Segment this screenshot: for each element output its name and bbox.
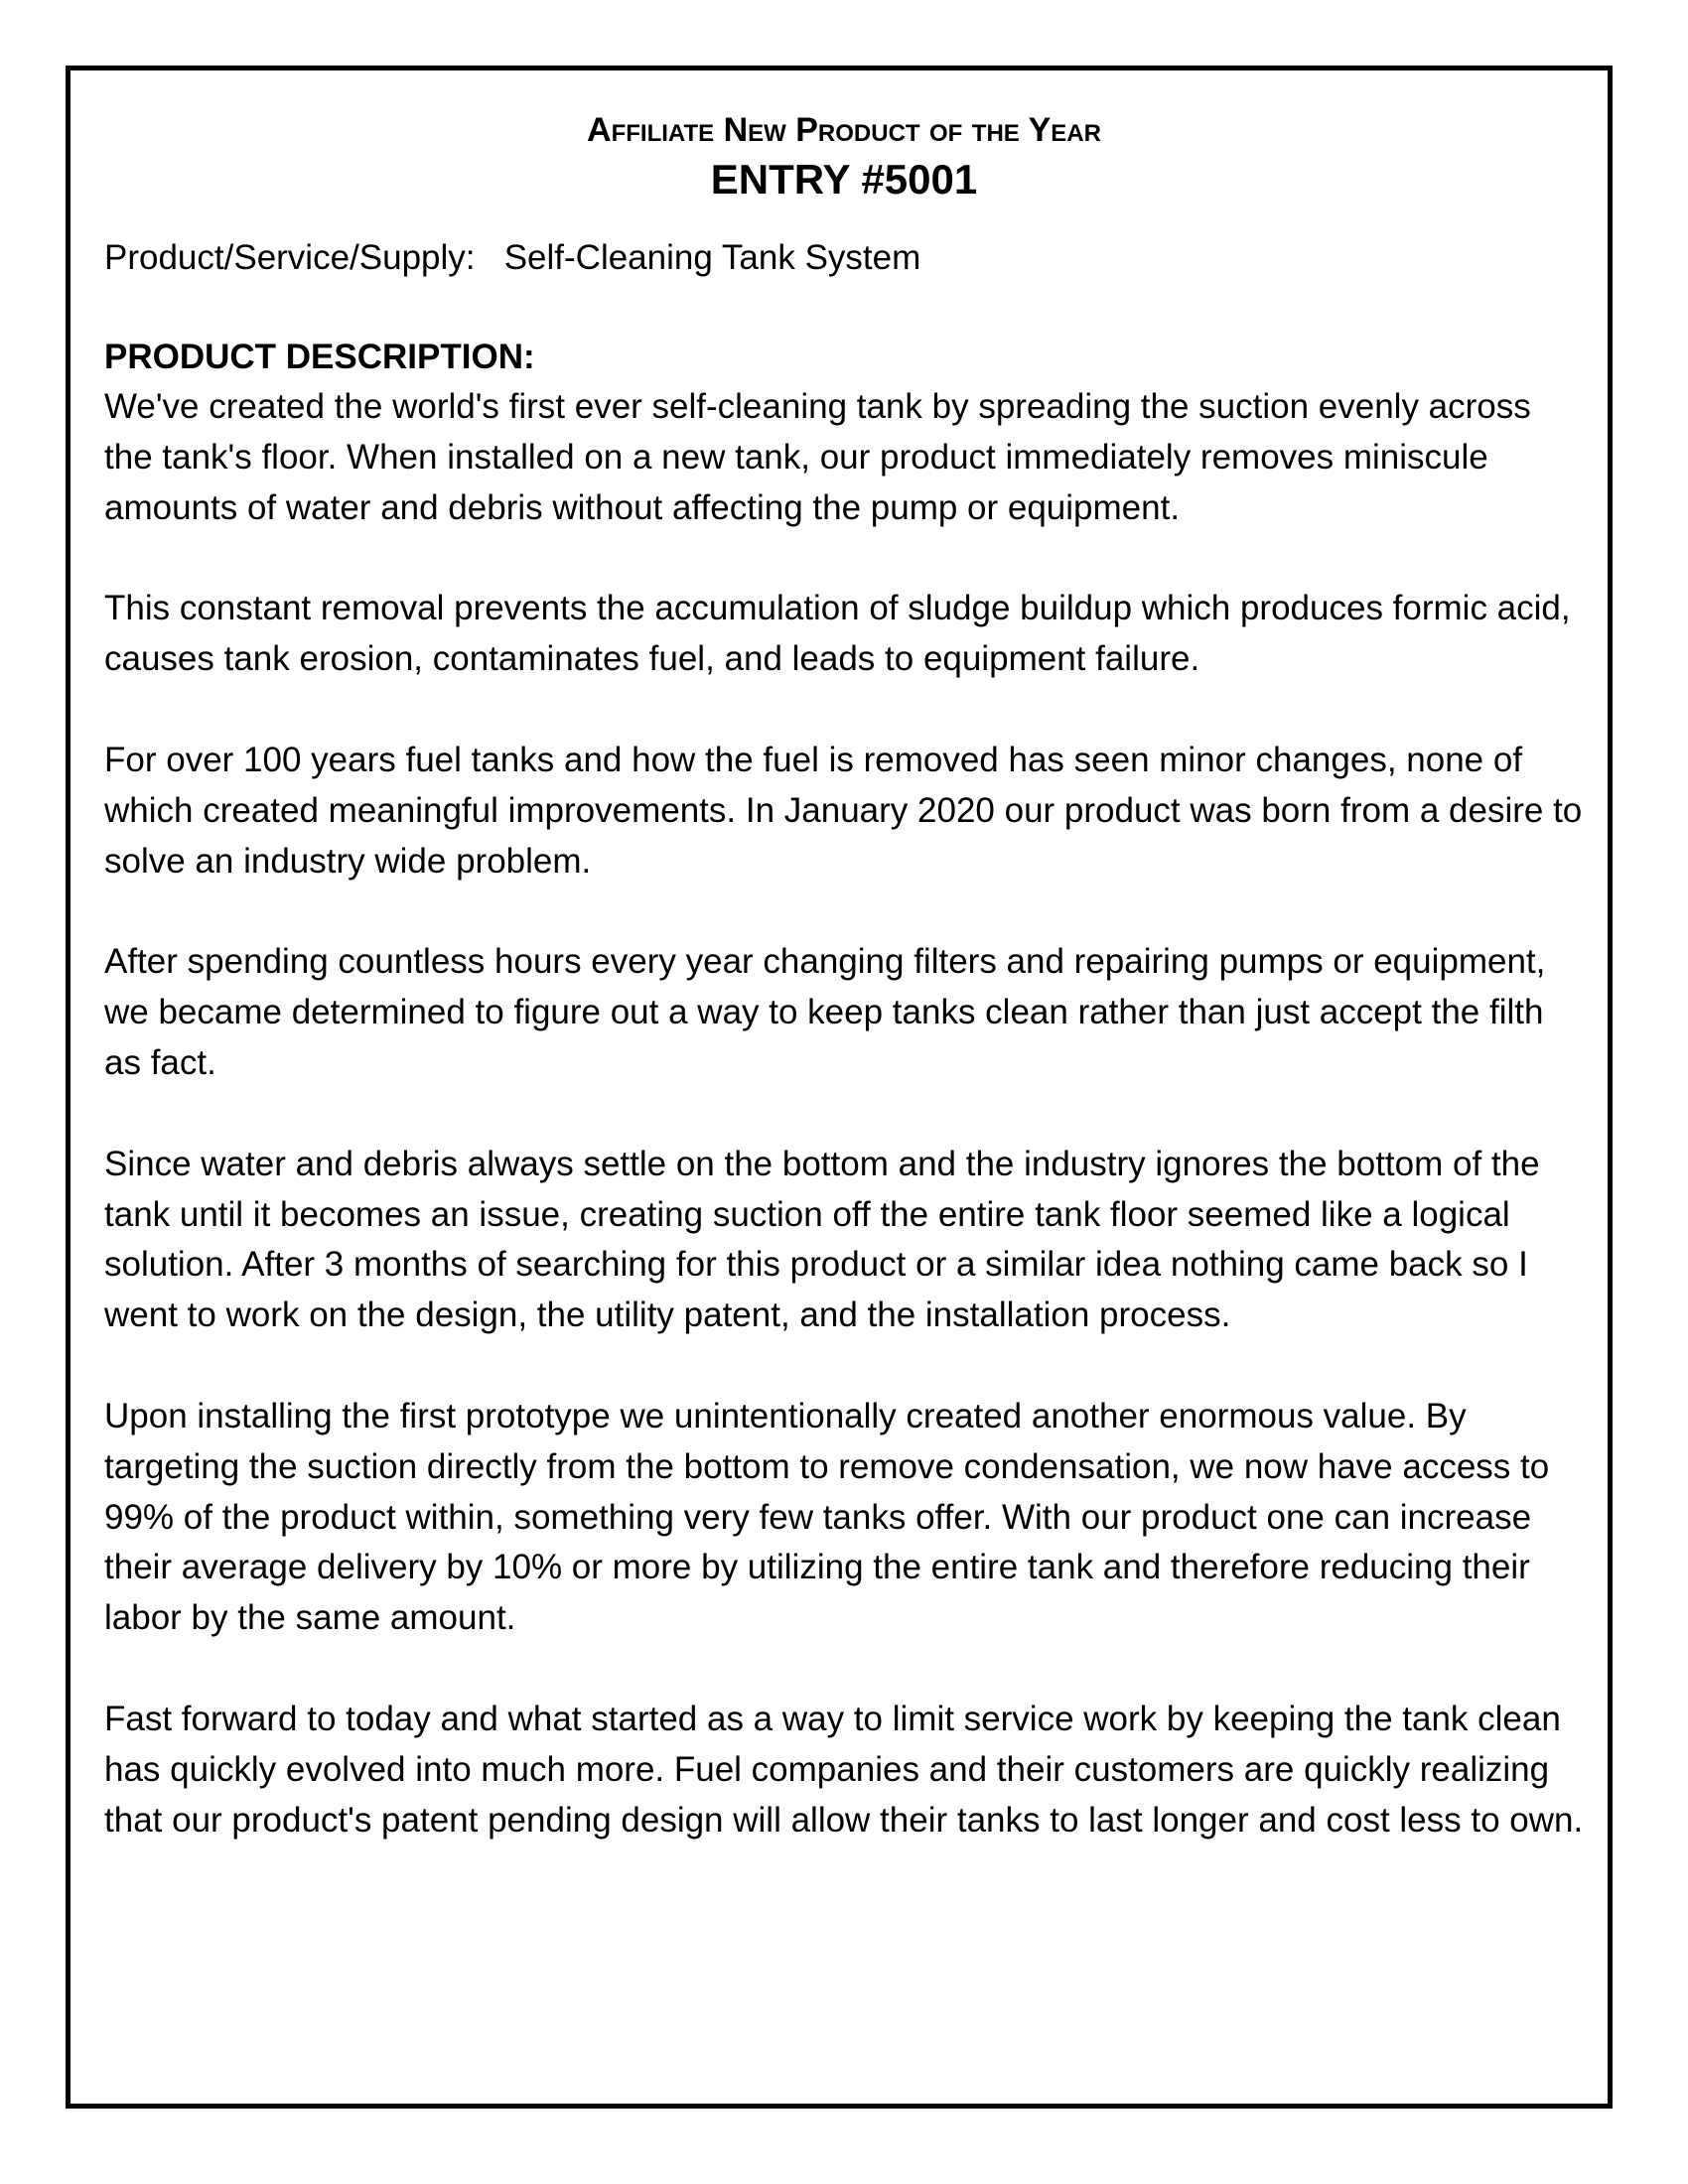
entry-number: ENTRY #5001 (710, 156, 978, 203)
description-paragraph: For over 100 years fuel tanks and how the fuel is removed has seen minor changes, none of which created meaningful improvements. In January 2020 our product was born from a desire to solve an industry wide problem. (104, 740, 1583, 881)
product-label: Product/Service/Supply: (104, 238, 476, 277)
product-value: Self-Cleaning Tank System (503, 238, 921, 277)
page-border (66, 66, 1613, 2109)
product-line (104, 233, 1584, 283)
description-paragraph: Fast forward to today and what started as a way to limit service work by keeping the tank clean has quickly evolved into much more. Fuel companies and their customers are quickly realizing that our product's patent pending design will allow their tanks to last longer and cost less to own. (104, 1699, 1584, 1840)
document-body (104, 110, 1584, 1896)
description-paragraph: We've created the world's first ever self-cleaning tank by spreading the suction evenly across the tank's floor. When installed on a new tank, our product immediately removes miniscule amounts of water and debris without affecting the pump or equipment. (104, 387, 1531, 527)
description-heading: PRODUCT DESCRIPTION: (104, 338, 535, 376)
description-paragraph: This constant removal prevents the accumulation of sludge buildup which produces formic acid, causes tank erosion, contaminates fuel, and leads to equipment failure. (104, 589, 1571, 679)
description-paragraph: After spending countless hours every year changing filters and repairing pumps or equipment, we became determined to figure out a way to keep tanks clean rather than just accept the filth as fact. (104, 942, 1546, 1082)
document-title: Affiliate New Product of the Year (587, 111, 1101, 149)
description-paragraph: Since water and debris always settle on the bottom and the industry ignores the bottom of the tank until it becomes an issue, creating suction off the entire tank floor seemed like a logical solution. After 3 months of searching for this product or a similar idea nothing came back so I went to work on the design, the utility patent, and the installation process. (104, 1144, 1540, 1335)
description-paragraph: Upon installing the first prototype we unintentionally created another enormous value. By targeting the suction directly from the bottom to remove condensation, we now have access to 99% of the product within, something very few tanks offer. With our product one can increase their average delivery by 10% or more by utilizing the entire tank and therefore reducing their labor by the same amount. (104, 1396, 1550, 1638)
